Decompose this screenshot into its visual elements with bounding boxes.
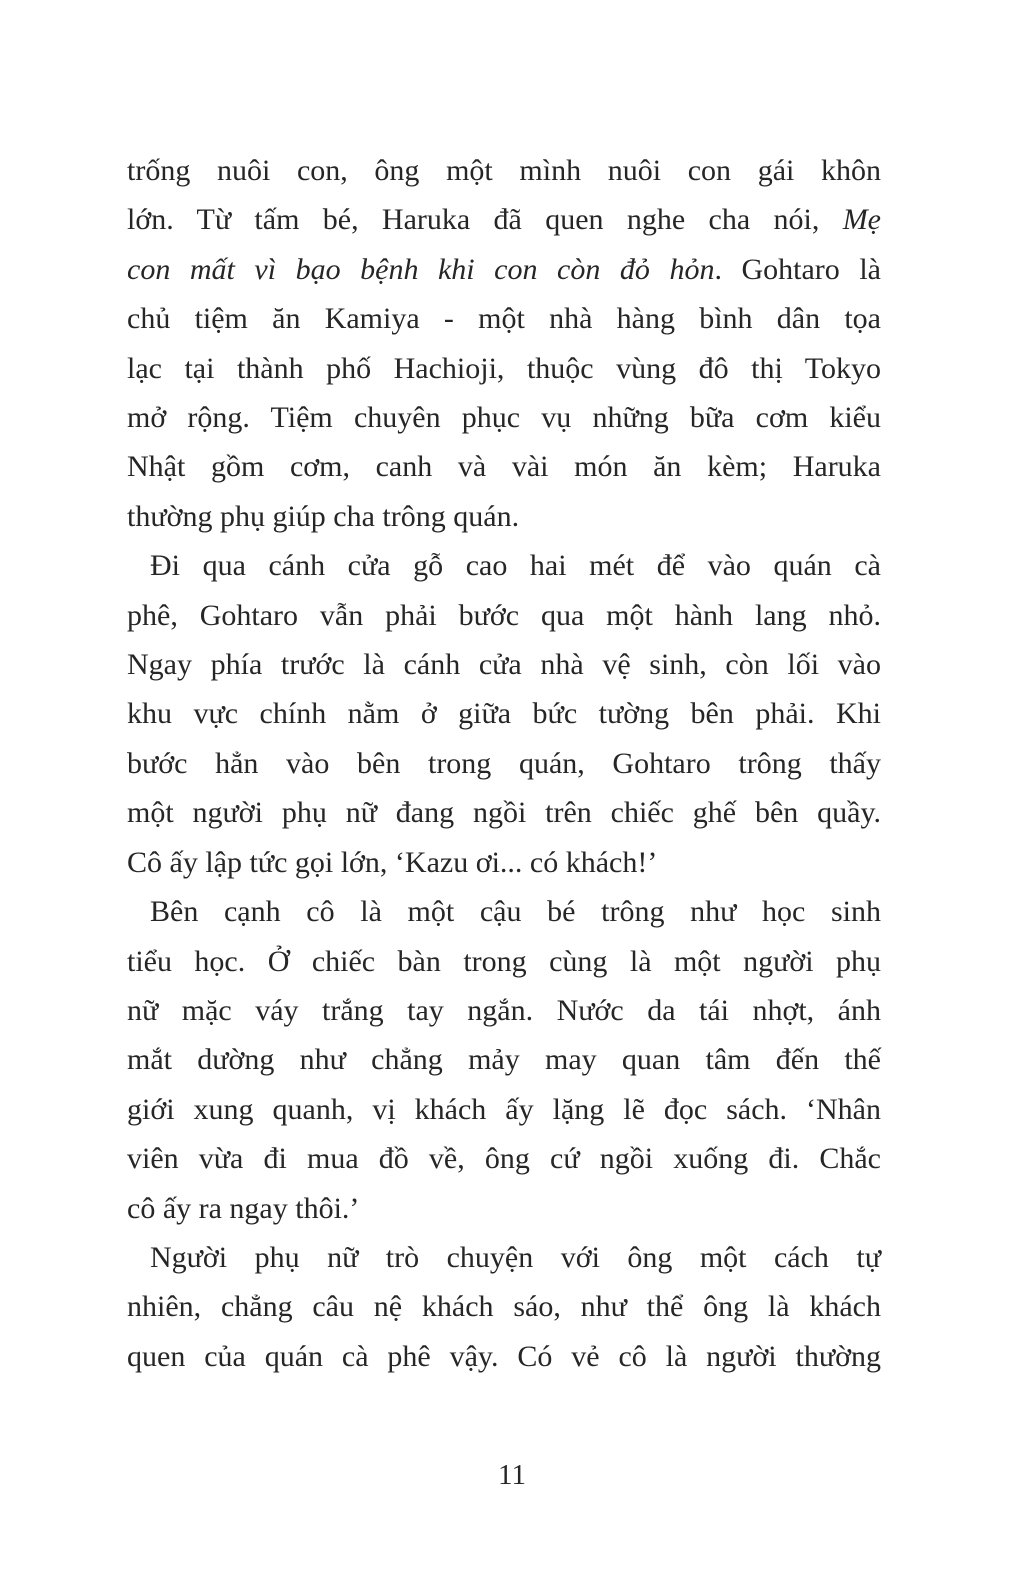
text-line bbox=[127, 838, 881, 887]
body-text: cô ấy ra ngay thôi.’ bbox=[127, 1191, 360, 1225]
body-text: Đi qua cánh cửa gỗ cao hai mét để vào quán cà bbox=[150, 549, 881, 583]
text-line bbox=[127, 294, 881, 343]
text-block bbox=[127, 146, 881, 1381]
text-line bbox=[127, 492, 881, 541]
text-line bbox=[127, 195, 881, 244]
paragraph bbox=[127, 1233, 881, 1381]
text-line bbox=[127, 541, 881, 590]
body-text: mắt dường như chẳng mảy may quan tâm đến thế bbox=[127, 1043, 881, 1077]
text-line bbox=[127, 393, 881, 442]
body-text: viên vừa đi mua đồ về, ông cứ ngồi xuống đi. Chắc bbox=[127, 1142, 881, 1176]
text-line bbox=[127, 442, 881, 491]
text-line bbox=[127, 937, 881, 986]
paragraph bbox=[127, 541, 881, 887]
body-text: bước hẳn vào bên trong quán, Gohtaro trông thấy bbox=[127, 746, 881, 780]
body-text: . Gohtaro là bbox=[714, 252, 881, 286]
body-text: thường phụ giúp cha trông quán. bbox=[127, 499, 520, 533]
text-line bbox=[127, 591, 881, 640]
body-text: Ngay phía trước là cánh cửa nhà vệ sinh, còn lối vào bbox=[127, 648, 881, 682]
italic-text: Mẹ bbox=[842, 203, 881, 237]
body-text: Người phụ nữ trò chuyện với ông một cách tự bbox=[150, 1240, 881, 1274]
text-line bbox=[127, 1085, 881, 1134]
body-text: nữ mặc váy trắng tay ngắn. Nước da tái nhợt, ánh bbox=[127, 993, 881, 1027]
body-text: nhiên, chẳng câu nệ khách sáo, như thể ông là khách bbox=[127, 1290, 881, 1324]
body-text: giới xung quanh, vị khách ấy lặng lẽ đọc sách. ‘Nhân bbox=[127, 1092, 881, 1126]
text-line bbox=[127, 146, 881, 195]
body-text: trống nuôi con, ông một mình nuôi con gái khôn bbox=[127, 154, 881, 187]
text-line bbox=[127, 887, 881, 936]
body-text: một người phụ nữ đang ngồi trên chiếc ghế bên quầy. bbox=[127, 796, 881, 830]
body-text: tiểu học. Ở chiếc bàn trong cùng là một người phụ bbox=[127, 944, 881, 978]
body-text: Bên cạnh cô là một cậu bé trông như học sinh bbox=[150, 895, 881, 929]
body-text: phê, Gohtaro vẫn phải bước qua một hành lang nhỏ. bbox=[127, 598, 881, 632]
body-text: Nhật gồm cơm, canh và vài món ăn kèm; Haruka bbox=[127, 450, 881, 484]
text-line bbox=[127, 1035, 881, 1084]
body-text: Cô ấy lập tức gọi lớn, ‘Kazu ơi... có khách!’ bbox=[127, 845, 658, 879]
text-line bbox=[127, 245, 881, 294]
page-number: 11 bbox=[498, 1459, 526, 1491]
body-text: lớn. Từ tấm bé, Haruka đã quen nghe cha nói, bbox=[127, 203, 843, 237]
body-text: mở rộng. Tiệm chuyên phục vụ những bữa cơm kiểu bbox=[127, 401, 881, 435]
body-text: khu vực chính nằm ở giữa bức tường bên phải. Khi bbox=[127, 697, 881, 731]
body-text: lạc tại thành phố Hachioji, thuộc vùng đô thị Tokyo bbox=[127, 351, 881, 385]
text-line bbox=[127, 344, 881, 393]
text-line bbox=[127, 1134, 881, 1183]
body-text: chủ tiệm ăn Kamiya - một nhà hàng bình dân tọa bbox=[127, 302, 881, 336]
text-line bbox=[127, 1332, 881, 1381]
text-line bbox=[127, 1282, 881, 1331]
text-line bbox=[127, 1233, 881, 1282]
text-line bbox=[127, 739, 881, 788]
paragraph bbox=[127, 146, 881, 541]
text-line bbox=[127, 689, 881, 738]
italic-text: con mất vì bạo bệnh khi con còn đỏ hỏn bbox=[127, 252, 715, 286]
text-line bbox=[127, 788, 881, 837]
text-line bbox=[127, 1184, 881, 1233]
body-text: quen của quán cà phê vậy. Có vẻ cô là người thường bbox=[127, 1339, 881, 1373]
paragraph bbox=[127, 887, 881, 1233]
text-line bbox=[127, 640, 881, 689]
text-line bbox=[127, 986, 881, 1035]
